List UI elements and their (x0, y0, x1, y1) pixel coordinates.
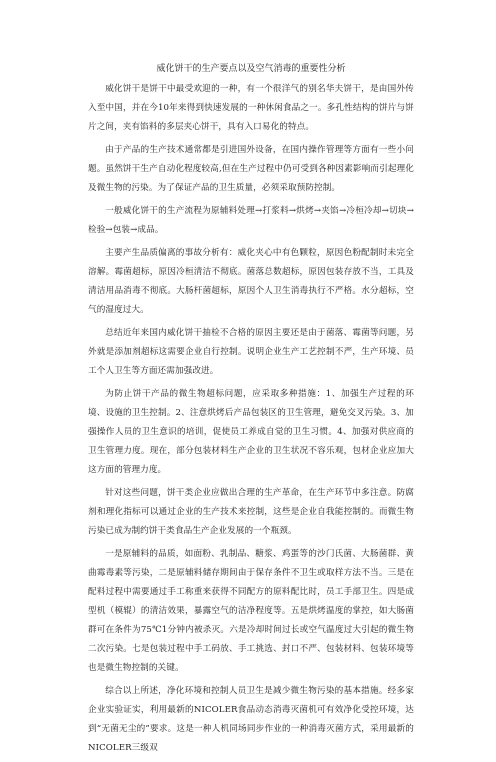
paragraph-7: 针对这些问题，饼干类企业应做出合理的生产革命，在生产环节中多注意。防腐剂和理化指标可以通过企业的生产技术来控制，这些是企业自我能控制的。而微生物污染已成为制约饼干类食品生产企业发展的一个瓶颈。 (88, 488, 414, 536)
paragraph-3: 一般威化饼干的生产流程为原辅料处理→打浆料→烘烤→夹馅→冷桓冷却→切块→检验→包装→成品。 (88, 206, 414, 235)
paragraph-4: 主要产生品质偏离的事故分析有：威化夹心中有色颗粒，原因色粉配制时未完全溶解。霉菌超标，原因冷桓清洁不彻底。菌落总数超标，原因包装存放不当，工具及清洁用品消毒不彻底。大肠杆菌超标，原因个人卫生消毒执行不严格。水分超标，空气的湿度过大。 (88, 248, 414, 315)
paragraph-8: 一是原辅料的品质，如面粉、乳制品、糖浆、鸡蛋等的沙门氏菌、大肠菌群、黄曲霉毒素等污染，二是原辅料储存期间由于保存条件不卫生或取样方法不当。三是在配料过程中需要通过手工称重来获得不同配方的原料配比时，员工手部卫生。四是成型机（模辊）的清洁效果，暴露空气的洁净程度等。五是烘烤温度的掌控，如大肠菌群可在条件为75℃1分钟内被杀灭。六是冷却时间过长或空气温度过大引起的微生物二次污染。七是包装过程中手工码放、手工挑选、封口不严、包装材料、包装环境等也是微生物控制的关键。 (88, 549, 414, 673)
paragraph-6: 为防止饼干产品的微生物超标问题，应采取多种措施：1、加强生产过程的环境、设施的卫生控制。2、注意烘烤后产品包装区的卫生管理，避免交叉污染。3、加强操作人员的卫生意识的培训，促使员工养成自觉的卫生习惯。4、加强对供应商的卫生管理力度。现在，部分包装材料生产企业的卫生状况不容乐观，包材企业应加大这方面的管理力度。 (88, 389, 414, 475)
paragraph-9: 综合以上所述，净化环境和控制人员卫生是减少微生物污染的基本措施。经多家企业实验证实，利用最新的NICOLER食品动态消毒灭菌机可有效净化受控环境，达到“无菌无尘的”要求。这是一种人机同场同步作业的一种消毒灭菌方式，采用最新的NICOLER三级双 (88, 686, 414, 753)
paragraph-5: 总结近年来国内威化饼干抽检不合格的原因主要还是由于菌落、霉菌等问题，另外就是添加剂超标这需要企业自行控制。说明企业生产工艺控制不严，生产环境、员工个人卫生等方面还需加强改进。 (88, 328, 414, 376)
document-title: 威化饼干的生产要点以及空气消毒的重要性分析 (156, 64, 346, 74)
paragraph-1: 威化饼干是饼干中最受欢迎的一种，有一个很洋气的别名华夫饼干，是由国外传入至中国，并在今10年来得到快速发展的一种休闲食品之一。多孔性结构的饼片与饼片之间，夹有馅料的多层夹心饼干，具有入口易化的特点。 (88, 84, 414, 132)
document-page (88, 62, 414, 762)
paragraph-2: 由于产品的生产技术通常都是引进国外设备，在国内操作管理等方面有一些小问题。虽然饼干生产自动化程度较高,但在生产过程中仍可受到各种因素影响而引起理化及微生物的污染。为了保证产品的卫生质量，必须采取预防控制。 (88, 145, 414, 193)
